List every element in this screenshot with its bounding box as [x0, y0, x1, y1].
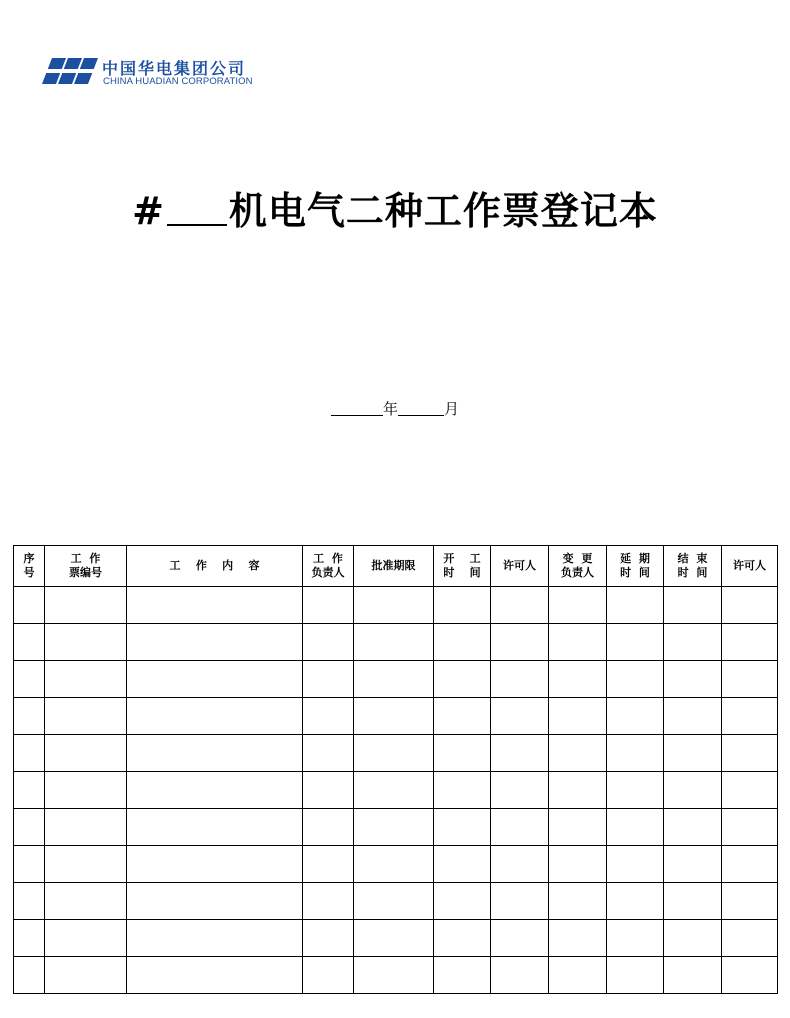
table-cell[interactable]	[127, 846, 303, 883]
table-cell[interactable]	[45, 661, 127, 698]
table-cell[interactable]	[303, 624, 354, 661]
table-cell[interactable]	[303, 587, 354, 624]
table-cell[interactable]	[14, 957, 45, 994]
table-row	[14, 735, 778, 772]
table-cell[interactable]	[722, 883, 778, 920]
table-cell[interactable]	[303, 920, 354, 957]
table-cell[interactable]	[354, 698, 434, 735]
table-cell[interactable]	[127, 957, 303, 994]
table-cell[interactable]	[14, 587, 45, 624]
table-cell[interactable]	[664, 920, 722, 957]
table-cell[interactable]	[607, 809, 664, 846]
title-unit-blank	[167, 194, 227, 226]
table-cell[interactable]	[14, 772, 45, 809]
table-cell[interactable]	[549, 957, 607, 994]
table-cell[interactable]	[434, 735, 491, 772]
table-cell[interactable]	[354, 846, 434, 883]
table-cell[interactable]	[303, 698, 354, 735]
table-cell[interactable]	[607, 772, 664, 809]
table-row	[14, 846, 778, 883]
table-cell[interactable]	[664, 772, 722, 809]
table-cell[interactable]	[664, 735, 722, 772]
table-cell[interactable]	[549, 809, 607, 846]
header-work-content: 工 作 内 容	[127, 546, 303, 587]
table-cell[interactable]	[549, 772, 607, 809]
date-line	[0, 398, 790, 419]
table-cell[interactable]	[354, 735, 434, 772]
table-cell[interactable]	[14, 883, 45, 920]
table-cell[interactable]	[722, 661, 778, 698]
header-serial-no: 序 号	[14, 546, 45, 587]
table-cell[interactable]	[491, 846, 549, 883]
table-cell[interactable]	[664, 587, 722, 624]
table-cell[interactable]	[127, 735, 303, 772]
company-name-en: CHINA HUADIAN CORPORATION	[103, 76, 253, 87]
table-cell[interactable]	[549, 661, 607, 698]
header-extension-time: 延 期 时 间	[607, 546, 664, 587]
table-cell[interactable]	[434, 957, 491, 994]
table-cell[interactable]	[127, 698, 303, 735]
table-cell[interactable]	[45, 587, 127, 624]
table-cell[interactable]	[354, 624, 434, 661]
table-cell[interactable]	[127, 624, 303, 661]
table-cell[interactable]	[303, 735, 354, 772]
table-cell[interactable]	[491, 735, 549, 772]
table-row	[14, 772, 778, 809]
table-cell[interactable]	[45, 772, 127, 809]
table-cell[interactable]	[14, 920, 45, 957]
table-cell[interactable]	[607, 883, 664, 920]
table-cell[interactable]	[127, 809, 303, 846]
table-row	[14, 920, 778, 957]
table-cell[interactable]	[491, 698, 549, 735]
table-cell[interactable]	[354, 772, 434, 809]
table-cell[interactable]	[664, 809, 722, 846]
table-cell[interactable]	[722, 920, 778, 957]
table-cell[interactable]	[607, 661, 664, 698]
table-cell[interactable]	[549, 624, 607, 661]
table-cell[interactable]	[491, 920, 549, 957]
header-end-time: 结 束 时 间	[664, 546, 722, 587]
company-logo	[42, 52, 282, 92]
year-label: 年	[382, 400, 398, 418]
table-cell[interactable]	[127, 772, 303, 809]
table-cell[interactable]	[434, 661, 491, 698]
table-cell[interactable]	[45, 809, 127, 846]
table-cell[interactable]	[491, 957, 549, 994]
table-cell[interactable]	[607, 846, 664, 883]
table-cell[interactable]	[14, 735, 45, 772]
table-cell[interactable]	[549, 587, 607, 624]
page-title	[0, 180, 790, 235]
table-cell[interactable]	[549, 846, 607, 883]
table-cell[interactable]	[491, 772, 549, 809]
table-cell[interactable]	[14, 661, 45, 698]
header-leader-change: 变 更 负责人	[549, 546, 607, 587]
table-cell[interactable]	[45, 883, 127, 920]
company-name-cn: 中国华电集团公司	[102, 59, 247, 78]
table-cell[interactable]	[664, 661, 722, 698]
table-cell[interactable]	[127, 587, 303, 624]
table-cell[interactable]	[303, 772, 354, 809]
table-cell[interactable]	[303, 809, 354, 846]
table-cell[interactable]	[434, 883, 491, 920]
table-cell[interactable]	[45, 846, 127, 883]
table-cell[interactable]	[664, 846, 722, 883]
table-cell[interactable]	[45, 624, 127, 661]
table-cell[interactable]	[722, 624, 778, 661]
table-cell[interactable]	[722, 735, 778, 772]
table-row	[14, 624, 778, 661]
table-cell[interactable]	[354, 809, 434, 846]
table-cell[interactable]	[722, 772, 778, 809]
table-cell[interactable]	[45, 957, 127, 994]
title-prefix: #	[132, 189, 165, 233]
table-cell[interactable]	[14, 809, 45, 846]
table-cell[interactable]	[354, 883, 434, 920]
table-cell[interactable]	[607, 735, 664, 772]
huadian-logo-icon	[42, 54, 98, 88]
header-ticket-no: 工 作 票编号	[45, 546, 127, 587]
table-cell[interactable]	[607, 624, 664, 661]
table-cell[interactable]	[607, 957, 664, 994]
table-cell[interactable]	[722, 698, 778, 735]
month-label: 月	[444, 400, 460, 418]
table-body	[14, 587, 778, 994]
table-cell[interactable]	[491, 587, 549, 624]
table-cell[interactable]	[434, 920, 491, 957]
table-cell[interactable]	[549, 735, 607, 772]
table-cell[interactable]	[491, 661, 549, 698]
table-row	[14, 698, 778, 735]
table-cell[interactable]	[607, 587, 664, 624]
table-cell[interactable]	[45, 920, 127, 957]
table-cell[interactable]	[303, 883, 354, 920]
table-cell[interactable]	[491, 624, 549, 661]
table-cell[interactable]	[45, 735, 127, 772]
table-cell[interactable]	[664, 698, 722, 735]
table-cell[interactable]	[14, 624, 45, 661]
header-start-time: 开 工 时 间	[434, 546, 491, 587]
table-cell[interactable]	[491, 809, 549, 846]
table-cell[interactable]	[664, 957, 722, 994]
header-approval-period: 批准期限	[354, 546, 434, 587]
table-cell[interactable]	[354, 661, 434, 698]
table-cell[interactable]	[354, 957, 434, 994]
table-row	[14, 661, 778, 698]
year-blank	[331, 403, 383, 416]
table-cell[interactable]	[722, 587, 778, 624]
table-cell[interactable]	[434, 846, 491, 883]
table-cell[interactable]	[664, 624, 722, 661]
title-text: 机电气二种工作票登记本	[228, 189, 658, 233]
table-row	[14, 883, 778, 920]
table-cell[interactable]	[607, 920, 664, 957]
table-cell[interactable]	[127, 920, 303, 957]
table-row	[14, 809, 778, 846]
table-cell[interactable]	[434, 698, 491, 735]
table-cell[interactable]	[549, 883, 607, 920]
table-cell[interactable]	[303, 661, 354, 698]
table-cell[interactable]	[434, 587, 491, 624]
table-cell[interactable]	[434, 809, 491, 846]
table-cell[interactable]	[549, 920, 607, 957]
table-cell[interactable]	[14, 698, 45, 735]
table-row	[14, 957, 778, 994]
header-permitter: 许可人	[491, 546, 549, 587]
table-cell[interactable]	[491, 883, 549, 920]
table-cell[interactable]	[549, 698, 607, 735]
table-header-row	[14, 546, 778, 587]
table-cell[interactable]	[664, 883, 722, 920]
ticket-register-table	[13, 545, 778, 994]
table-cell[interactable]	[45, 698, 127, 735]
table-cell[interactable]	[354, 587, 434, 624]
month-blank	[398, 403, 444, 416]
table-cell[interactable]	[127, 883, 303, 920]
table-cell[interactable]	[434, 624, 491, 661]
table-cell[interactable]	[303, 846, 354, 883]
table-cell[interactable]	[14, 846, 45, 883]
table-cell[interactable]	[722, 809, 778, 846]
table-cell[interactable]	[607, 698, 664, 735]
table-cell[interactable]	[354, 920, 434, 957]
table-cell[interactable]	[303, 957, 354, 994]
table-cell[interactable]	[722, 846, 778, 883]
table-cell[interactable]	[722, 957, 778, 994]
header-permitter-end: 许可人	[722, 546, 778, 587]
table-cell[interactable]	[434, 772, 491, 809]
table-row	[14, 587, 778, 624]
header-work-leader: 工 作 负责人	[303, 546, 354, 587]
table-cell[interactable]	[127, 661, 303, 698]
